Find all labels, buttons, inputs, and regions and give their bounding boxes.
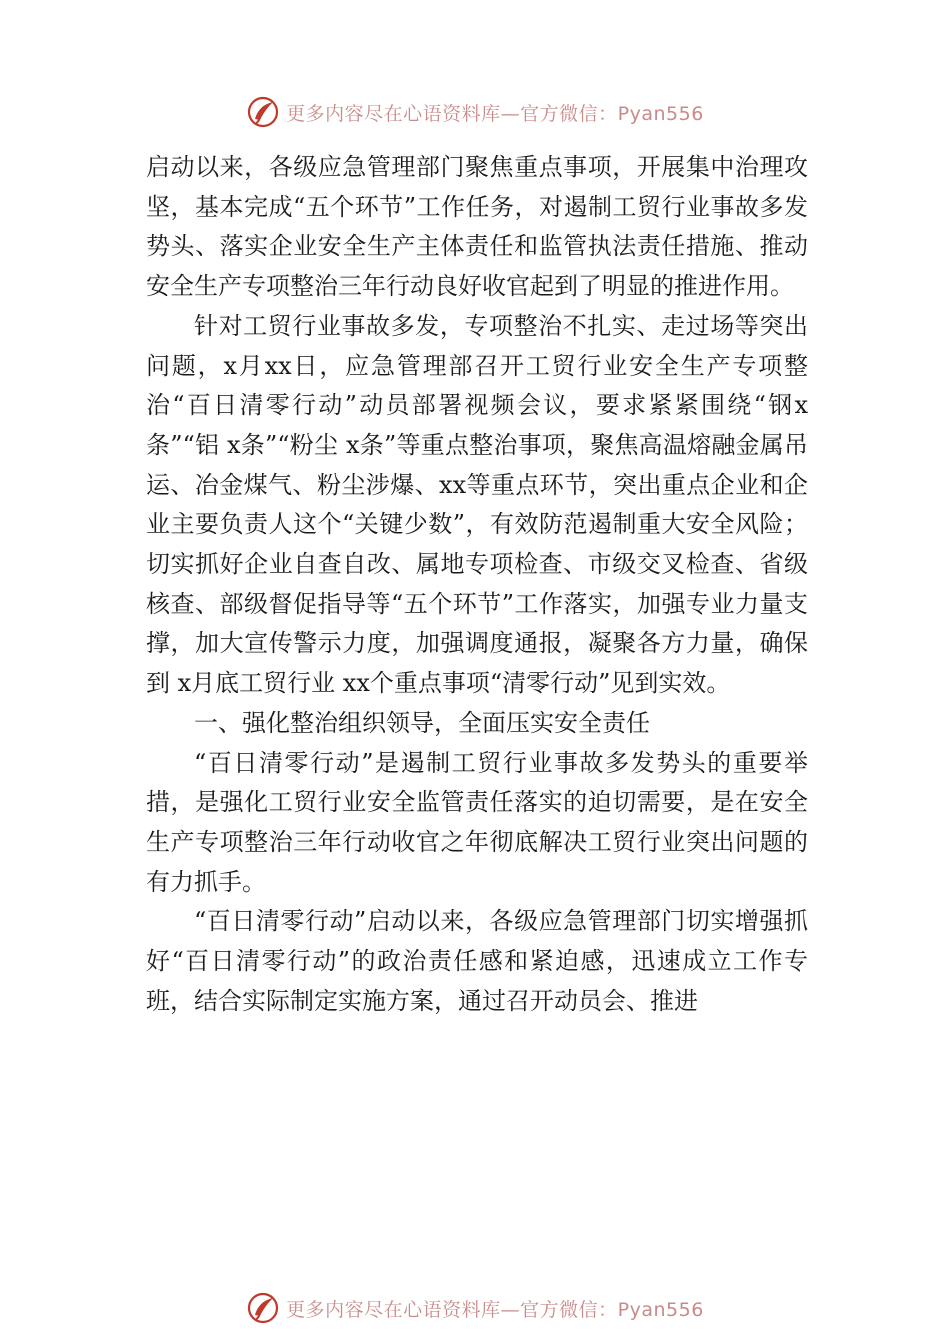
paragraph: “百日清零行动”是遏制工贸行业事故多发势头的重要举措，是强化工贸行业安全监管责任落实的迫切需要，是在安全生产专项整治三年行动收官之年彻底解决工贸行业突出问题的有力抓手。	[146, 748, 808, 896]
watermark-label: 更多内容尽在心语资料库—官方微信：	[286, 1298, 618, 1321]
watermark-logo-icon	[246, 1291, 280, 1325]
watermark-text	[286, 99, 704, 126]
watermark-wechat-id: Pyan556	[617, 102, 704, 125]
watermark-label: 更多内容尽在心语资料库—官方微信：	[286, 102, 618, 125]
watermark-logo-icon	[246, 95, 280, 129]
section-heading: 一、强化整治组织领导，全面压实安全责任	[194, 708, 650, 737]
watermark-text	[286, 1295, 704, 1322]
document-body	[146, 148, 808, 1021]
watermark-header	[0, 92, 950, 132]
watermark-footer	[0, 1288, 950, 1328]
paragraph: 针对工贸行业事故多发，专项整治不扎实、走过场等突出问题，x月xx日，应急管理部召开工贸行业安全生产专项整治“百日清零行动”动员部署视频会议，要求紧紧围绕“钢x条”“铝 x条”“粉尘 x条”等重点整治事项，聚焦高温熔融金属吊运、冶金煤气、粉尘涉爆、xx等重点环节，突出重点企业和企业主要负责人这个“关键少数”，有效防范遏制重大安全风险；切实抓好企业自查自改、属地专项检查、市级交叉检查、省级核查、部级督促指导等“五个环节”工作落实，加强专业力量支撑，加大宣传警示力度，加强调度通报，凝聚各方力量，确保到 x月底工贸行业 xx个重点事项“清零行动”见到实效。	[146, 311, 808, 698]
watermark-wechat-id: Pyan556	[617, 1298, 704, 1321]
paragraph: 启动以来，各级应急管理部门聚焦重点事项，开展集中治理攻坚，基本完成“五个环节”工作任务，对遏制工贸行业事故多发势头、落实企业安全生产主体责任和监管执法责任措施、推动安全生产专项整治三年行动良好收官起到了明显的推进作用。	[146, 153, 808, 301]
paragraph: “百日清零行动”启动以来，各级应急管理部门切实增强抓好“百日清零行动”的政治责任感和紧迫感，迅速成立工作专班，结合实际制定实施方案，通过召开动员会、推进	[146, 907, 808, 1015]
